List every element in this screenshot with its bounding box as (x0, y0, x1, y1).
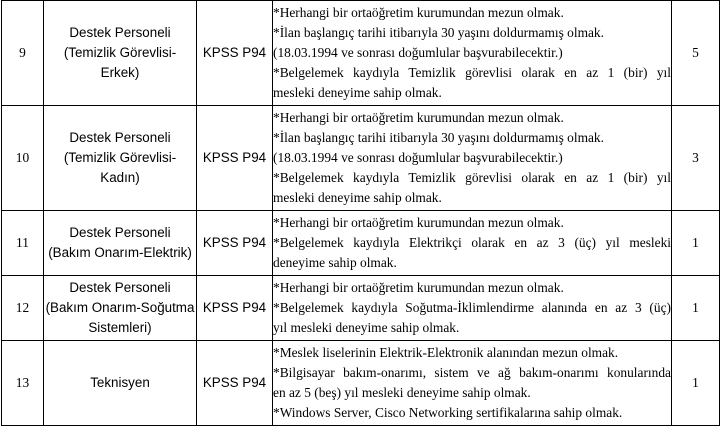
quantity: 1 (672, 211, 720, 276)
position-line: Destek Personeli (69, 25, 171, 40)
score-type: KPSS P94 (197, 276, 273, 341)
requirement-line: *Meslek liselerinin Elektrik-Elektronik alanından mezun olmak. (273, 345, 619, 360)
position-line: Destek Personeli (69, 130, 171, 145)
requirement-line: (18.03.1994 ve sonrası doğumlular başvurabilecektir.) (273, 150, 563, 165)
row-number: 11 (2, 211, 44, 276)
quantity: 3 (672, 106, 720, 211)
requirements-cell (273, 341, 672, 426)
requirement-line: *İlan başlangıç tarihi itibarıyla 30 yaşını doldurmamış olmak. (273, 25, 604, 40)
requirement-line: *Windows Server, Cisco Networking sertifikalarına sahip olmak. (273, 405, 623, 420)
position-line: Teknisyen (90, 375, 150, 390)
requirement-line: en az 5 (beş) yıl mesleki deneyime sahip olmak. (273, 385, 531, 400)
position-title (44, 1, 197, 106)
position-line: (Bakım Onarım-Soğutma (45, 300, 195, 315)
score-type: KPSS P94 (197, 211, 273, 276)
position-line: (Bakım Onarım-Elektrik) (48, 245, 192, 260)
row-number: 9 (2, 1, 44, 106)
position-line: (Temizlik Görevlisi- (63, 150, 177, 165)
position-line: Erkek) (100, 65, 140, 80)
requirement-line: *Belgelemek kaydıyla Temizlik görevlisi olarak en az 1 (bir) yıl (273, 170, 671, 185)
position-title (44, 106, 197, 211)
requirements-cell (273, 106, 672, 211)
requirement-line: *İlan başlangıç tarihi itibarıyla 30 yaşını doldurmamış olmak. (273, 130, 604, 145)
quantity: 5 (672, 1, 720, 106)
table-row (2, 341, 720, 426)
position-title (44, 211, 197, 276)
requirement-line: *Belgelemek kaydıyla Temizlik görevlisi olarak en az 1 (bir) yıl (273, 65, 671, 80)
table-row (2, 211, 720, 276)
score-type: KPSS P94 (197, 106, 273, 211)
row-number: 13 (2, 341, 44, 426)
position-line: Destek Personeli (69, 225, 171, 240)
score-type: KPSS P94 (197, 1, 273, 106)
requirement-line: deneyime sahip olmak. (273, 255, 397, 270)
table-row (2, 276, 720, 341)
requirement-line: mesleki deneyime sahip olmak. (273, 190, 442, 205)
score-type: KPSS P94 (197, 341, 273, 426)
requirement-line: (18.03.1994 ve sonrası doğumlular başvurabilecektir.) (273, 45, 563, 60)
requirement-line: *Herhangi bir ortaöğretim kurumundan mezun olmak. (273, 110, 564, 125)
position-line: Destek Personeli (69, 280, 171, 295)
quantity: 1 (672, 341, 720, 426)
position-title (44, 276, 197, 341)
requirement-line: *Herhangi bir ortaöğretim kurumundan mezun olmak. (273, 215, 564, 230)
requirement-line: *Herhangi bir ortaöğretim kurumundan mezun olmak. (273, 280, 564, 295)
quantity: 1 (672, 276, 720, 341)
row-number: 10 (2, 106, 44, 211)
position-line: (Temizlik Görevlisi- (63, 45, 177, 60)
requirement-line: *Herhangi bir ortaöğretim kurumundan mezun olmak. (273, 5, 564, 20)
row-number: 12 (2, 276, 44, 341)
position-title (44, 341, 197, 426)
table-row (2, 1, 720, 106)
requirements-cell (273, 276, 672, 341)
table-row (2, 106, 720, 211)
position-line: Kadın) (100, 170, 140, 185)
requirement-line: *Bilgisayar bakım-onarımı, sistem ve ağ bakım-onarımı konularında (273, 365, 671, 380)
requirements-cell (273, 211, 672, 276)
requirement-line: *Belgelemek kaydıyla Elektrikçi olarak en az 3 (üç) yıl mesleki (273, 235, 671, 250)
requirement-line: yıl mesleki deneyime sahip olmak. (273, 320, 460, 335)
requirements-table (1, 0, 720, 426)
requirement-line: *Belgelemek kaydıyla Soğutma-İklimlendirme alanında en az 3 (üç) (273, 300, 671, 315)
requirement-line: mesleki deneyime sahip olmak. (273, 85, 442, 100)
requirements-cell (273, 1, 672, 106)
position-line: Sistemleri) (88, 320, 152, 335)
